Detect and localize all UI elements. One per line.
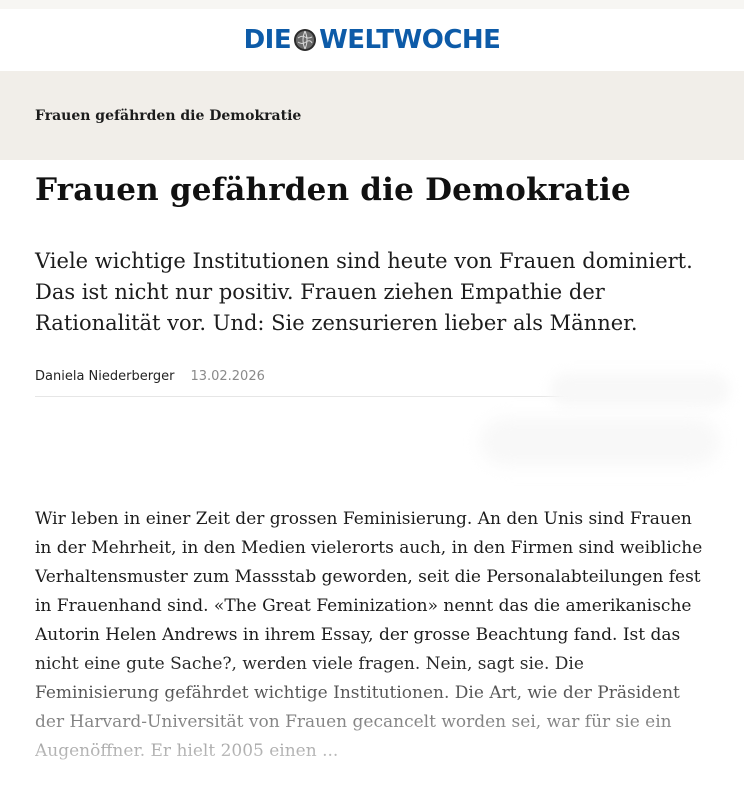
site-logo[interactable] bbox=[244, 25, 501, 55]
article-lead: Viele wichtige Institutionen sind heute von Frauen dominiert. Das ist nicht nur positiv. Frauen ziehen Empathie der Rationalität vor. Und: Sie zensurieren lieber als Männer. bbox=[35, 249, 693, 335]
site-header bbox=[0, 9, 744, 71]
author-link[interactable]: Daniela Niederberger bbox=[35, 369, 175, 384]
logo-text-left: DIE bbox=[243, 25, 292, 55]
section-band bbox=[0, 71, 744, 160]
audio-player-placeholder bbox=[480, 418, 720, 466]
article bbox=[0, 170, 744, 766]
publish-date: 13.02.2026 bbox=[190, 369, 265, 384]
globe-icon bbox=[293, 28, 317, 52]
article-title: Frauen gefährden die Demokratie bbox=[35, 172, 631, 208]
breadcrumb[interactable]: Frauen gefährden die Demokratie bbox=[35, 107, 302, 124]
logo-text-right: WELTWOCHE bbox=[319, 25, 501, 55]
share-placeholder bbox=[550, 373, 730, 407]
top-strip bbox=[0, 0, 744, 9]
article-body: Wir leben in einer Zeit der grossen Feminisierung. An den Unis sind Frauen in der Mehrheit, in den Medien vielerorts auch, in den Firmen sind weibliche Verhaltensmuster zum Massstab geworden, seit die Personalabteilungen fest in Frauenhand sind. «The Great Feminization» nennt das die amerikanische Autorin Helen Andrews in ihrem Essay, der grosse Beachtung fand. Ist das nicht eine gute Sache?, werden viele fragen. Nein, sagt sie. Die Feminisierung gefährdet wichtige Institutionen. Die Art, wie der Präsident der Harvard-Universität von Frauen gecancelt worden sei, war für sie ein Augenöffner. Er hielt 2005 einen ... bbox=[35, 505, 709, 766]
